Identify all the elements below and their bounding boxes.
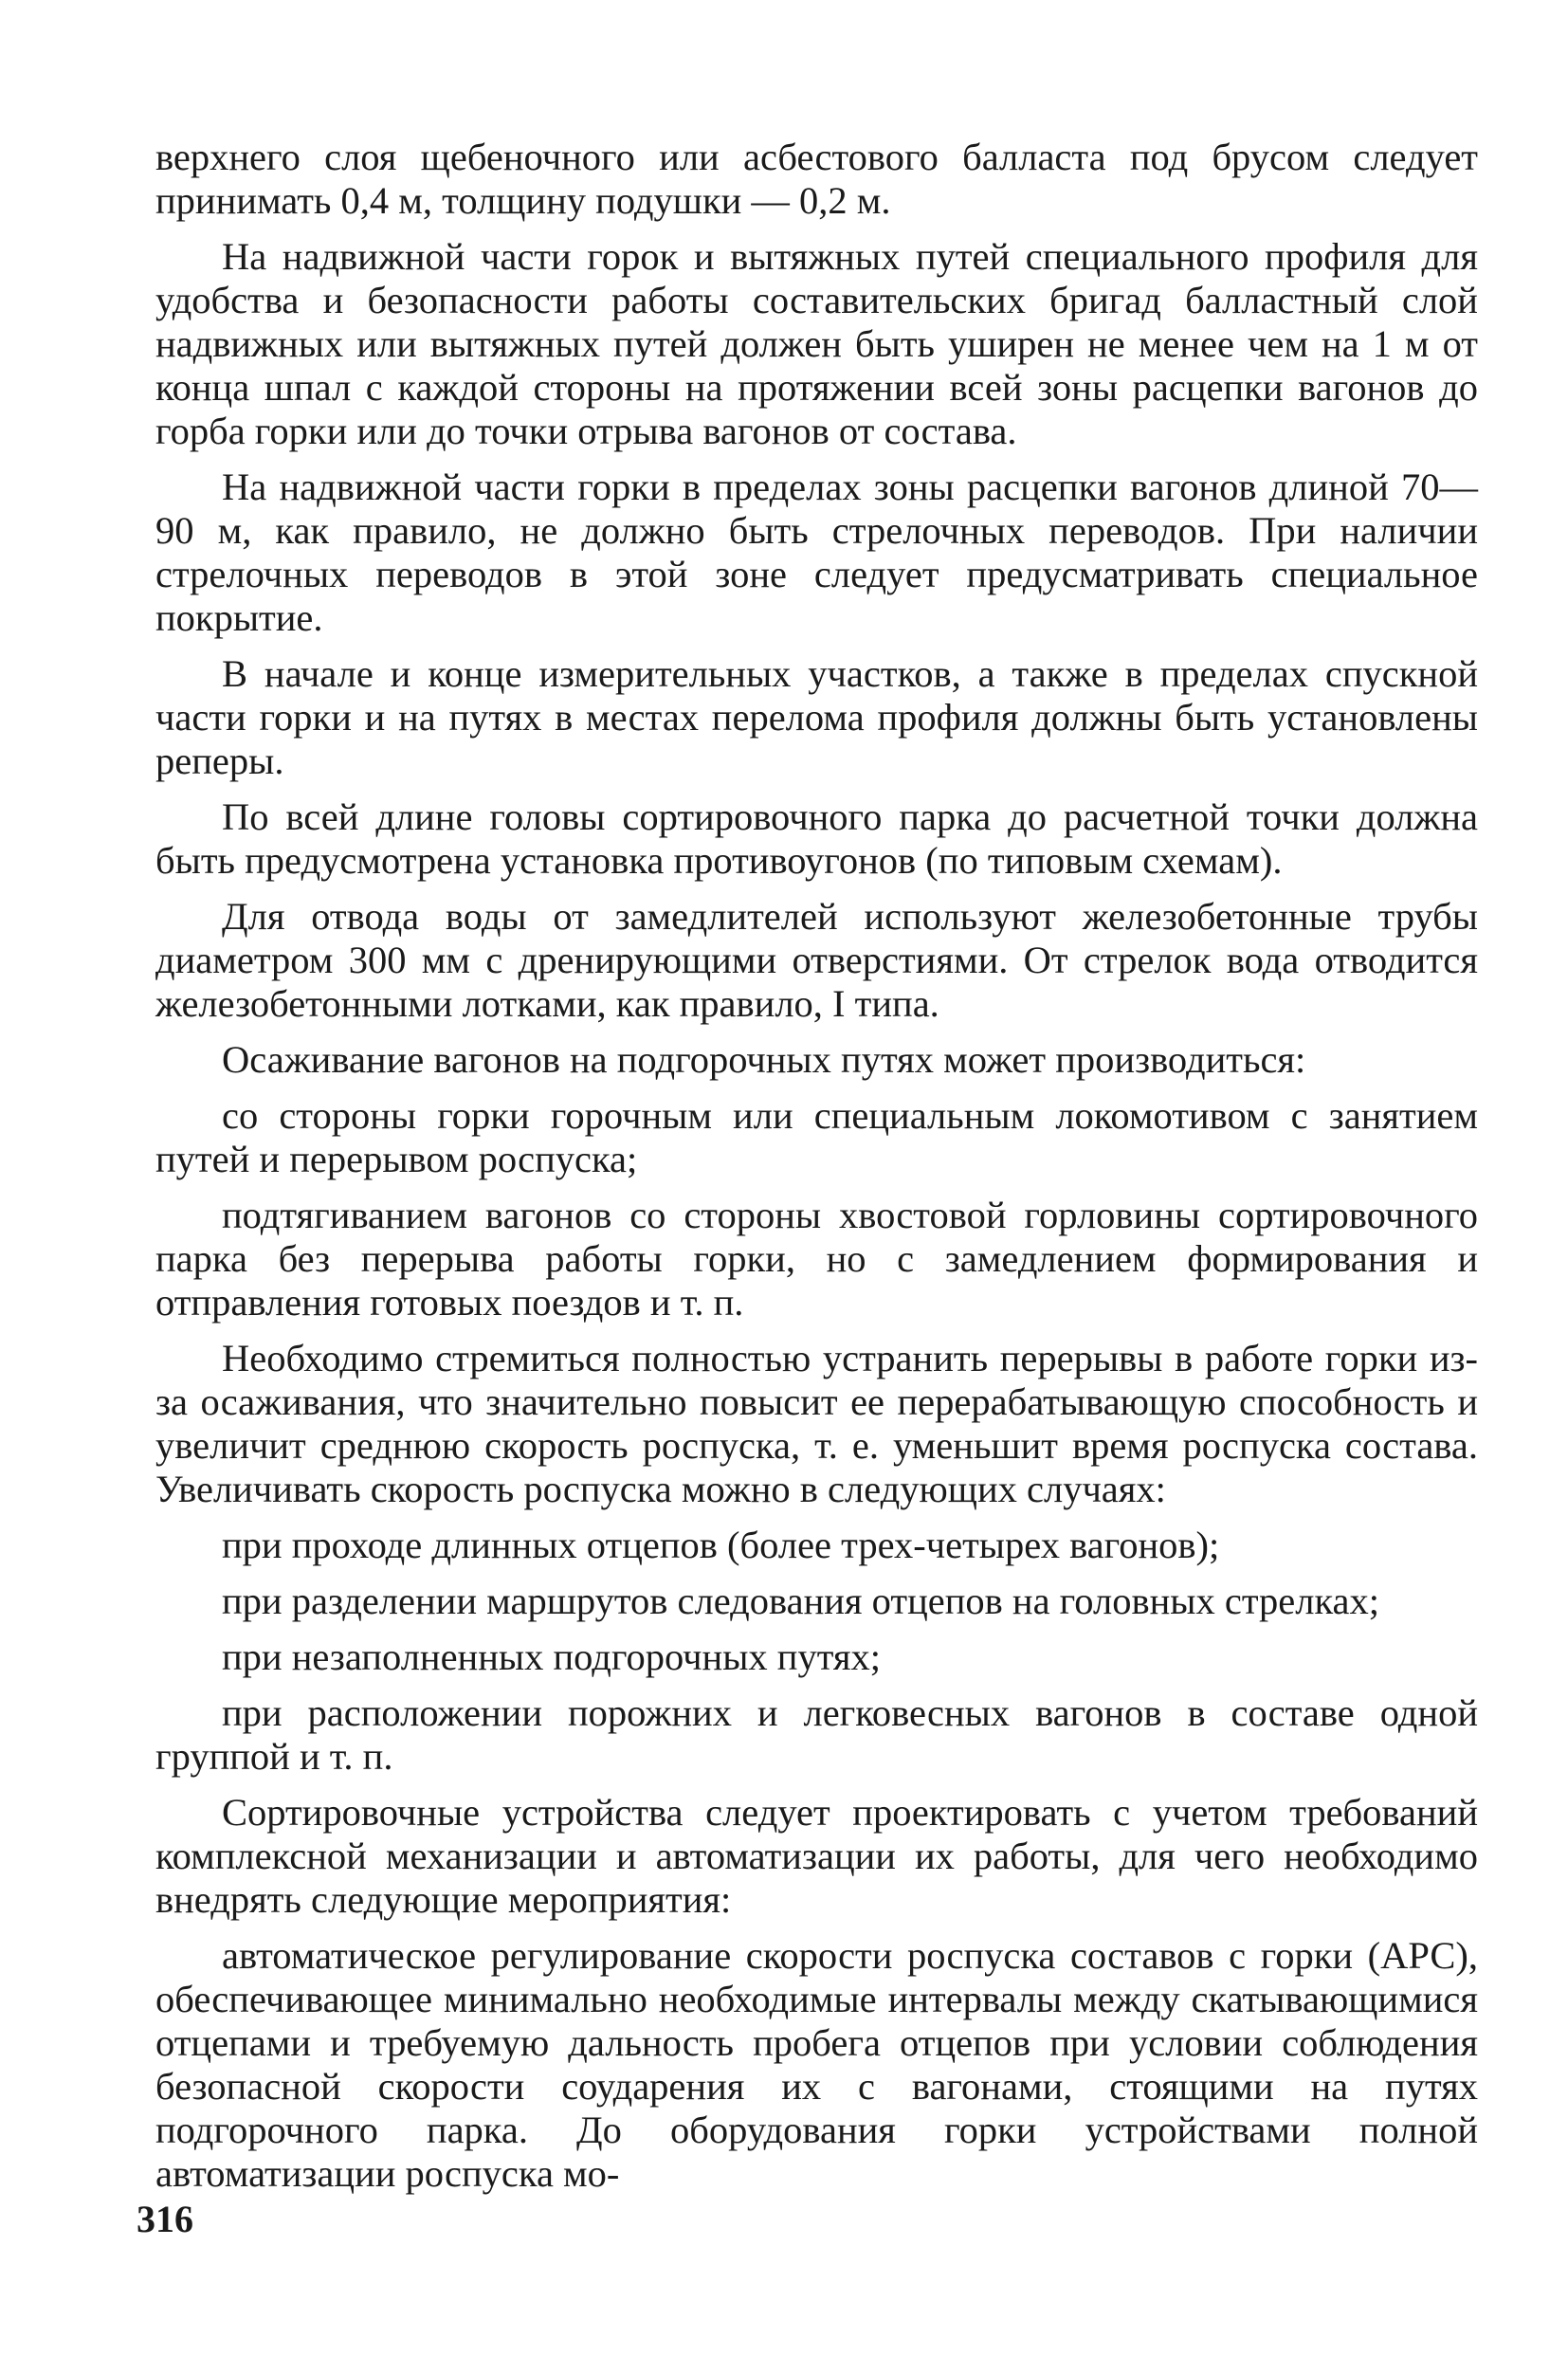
list-item-hump-side: со стороны горки горочным или специальным локомотивом с занятием путей и перерывом роспуска; [155, 1094, 1478, 1180]
list-item-empty-wagons: при расположении порожних и легковесных вагонов в составе одной группой и т. п. [155, 1691, 1478, 1778]
paragraph-pushing-back: Осаживание вагонов на подгорочных путях может производиться: [222, 1038, 1306, 1081]
list-item-long-cuts: при проходе длинных отцепов (более трех-четырех вагонов); [222, 1524, 1220, 1566]
list-item-tail-side: подтягиванием вагонов со стороны хвостовой горловины сортировочного парка без перерыва работы горки, но с замедлением формирования и отправления готовых поездов и т. п. [155, 1194, 1478, 1324]
paragraph-anticreepers: По всей длине головы сортировочного парка до расчетной точки должна быть предусмотрена установка противоугонов (по типовым схемам). [155, 795, 1478, 882]
page-number: 316 [137, 2198, 193, 2240]
page-body [155, 136, 1478, 2208]
paragraph-continuation: верхнего слоя щебеночного или асбестового балласта под брусом следует принимать 0,4 м, толщину подушки — 0,2 м. [155, 136, 1478, 222]
list-item-ars: автоматическое регулирование скорости роспуска составов с горки (АРС), обеспечивающее минимально необходимые интервалы между скатывающимися отцепами и требуемую дальность пробега отцепов при условии соблюдения безопасной скорости соударения их с вагонами, стоящими на путях подгорочного парка. До оборудования горки устройствами полной автоматизации роспуска мо- [155, 1934, 1478, 2195]
list-item-route-separation: при разделении маршрутов следования отцепов на головных стрелках; [222, 1580, 1379, 1622]
paragraph-automation: Сортировочные устройства следует проектировать с учетом требований комплексной механизации и автоматизации их работы, для чего необходимо внедрять следующие мероприятия: [155, 1791, 1478, 1921]
paragraph-drainage: Для отвода воды от замедлителей используют железобетонные трубы диаметром 300 мм с дренирующими отверстиями. От стрелок вода отводится железобетонными лотками, как правило, I типа. [155, 895, 1478, 1025]
paragraph-benchmarks: В начале и конце измерительных участков, а также в пределах спускной части горки и на путях в местах перелома профиля должны быть установлены реперы. [155, 652, 1478, 782]
paragraph-humping-speed: Необходимо стремиться полностью устранить перерывы в работе горки из-за осаживания, что значительно повысит ее перерабатывающую способность и увеличит среднюю скорость роспуска, т. е. уменьшит время роспуска состава. Увеличивать скорость роспуска можно в следующих случаях: [155, 1337, 1478, 1510]
list-item-unfilled-tracks: при незаполненных подгорочных путях; [222, 1635, 882, 1678]
paragraph-uncoupling-zone: На надвижной части горки в пределах зоны расцепки вагонов длиной 70—90 м, как правило, не должно быть стрелочных переводов. При наличии стрелочных переводов в этой зоне следует предусматривать специальное покрытие. [155, 466, 1478, 639]
paragraph-ballast-widening: На надвижной части горок и вытяжных путей специального профиля для удобства и безопасности работы составительских бригад балластный слой надвижных или вытяжных путей должен быть уширен не менее чем на 1 м от конца шпал с каждой стороны на протяжении всей зоны расцепки вагонов до горба горки или до точки отрыва вагонов от состава. [155, 235, 1478, 452]
